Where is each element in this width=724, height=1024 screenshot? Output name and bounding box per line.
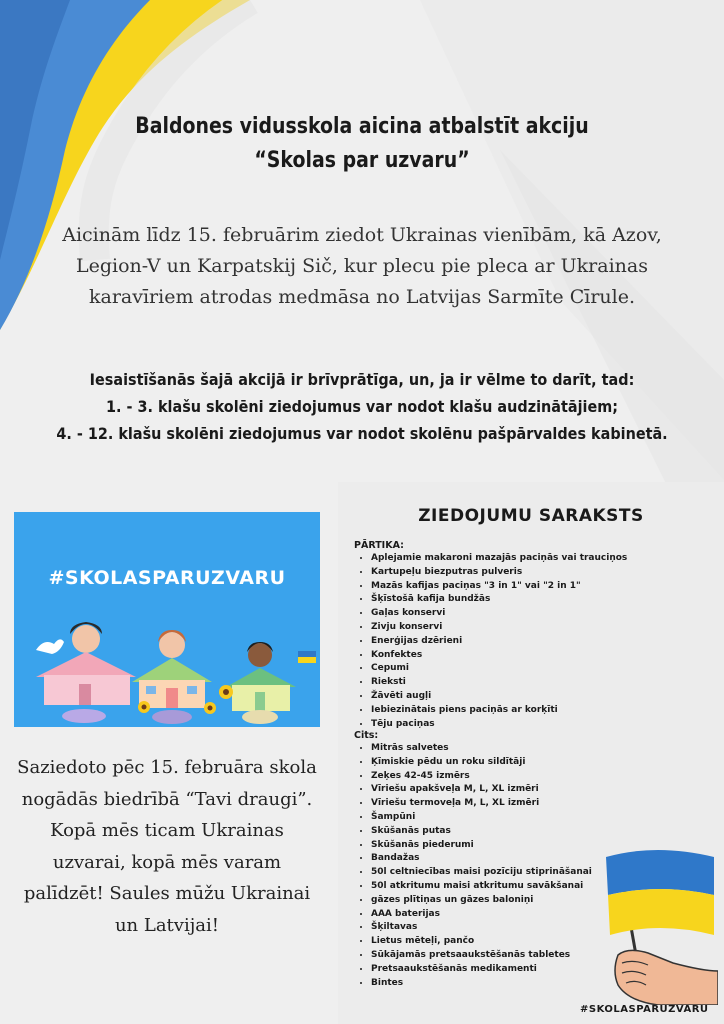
list-item: • Cepumi (371, 662, 627, 676)
list-item: • Šķīstošā kafija bundžās (371, 593, 627, 607)
campaign-banner (14, 512, 320, 727)
list-item: • Sūkājamās pretsaaukstēšanās tabletes (371, 949, 592, 963)
list-item: • Mazās kafijas paciņas "3 in 1" vai "2 in 1" (371, 580, 627, 594)
list-item: • Šampūni (371, 811, 592, 825)
footer-hashtag: #SKOLASPARUZVARU (580, 1004, 709, 1015)
food-items-list (354, 552, 627, 731)
list-item: • Mitrās salvetes (371, 742, 592, 756)
instructions-line-1: Iesaistīšanās šajā akcijā ir brīvprātīga, un, ja ir vēlme to darīt, tad: (89, 370, 635, 389)
list-item: • Skūšanās piederumi (371, 839, 592, 853)
list-item: • Rieksti (371, 676, 627, 690)
list-item: • Vīriešu apakšveļa M, L, XL izmēri (371, 783, 592, 797)
list-item: • Enerģijas dzērieni (371, 635, 627, 649)
intro-paragraph: Aicinām līdz 15. februārim ziedot Ukrainas vienībām, kā Azov, Legion-V un Karpatskij Sič, kur plecu pie pleca ar Ukrainas karavīriem atrodas medmāsa no Latvijas Sarmīte Cīrule. (62, 224, 662, 308)
list-item: • Ķīmiskie pēdu un roku sildītāji (371, 756, 592, 770)
other-items-list (354, 742, 592, 990)
list-item: • 50l atkritumu maisi atkritumu savākšanai (371, 880, 592, 894)
list-item: • Tēju paciņas (371, 718, 627, 732)
donation-list-title: ZIEDOJUMU SARAKSTS (418, 506, 644, 526)
list-item: • Zeķes 42-45 izmērs (371, 770, 592, 784)
food-category-label: PĀRTIKA: (354, 540, 404, 551)
list-item: • Gaļas konservi (371, 607, 627, 621)
ukraine-flag-hand-illustration (598, 845, 718, 1005)
list-item: • Konfektes (371, 649, 627, 663)
list-item: • Kartupeļu biezputras pulveris (371, 566, 627, 580)
title-line-1: Baldones vidusskola aicina atbalstīt akciju (135, 114, 589, 139)
banner-hashtag: #SKOLASPARUZVARU (48, 567, 286, 589)
list-item: • Skūšanās putas (371, 825, 592, 839)
list-item: • Bintes (371, 977, 592, 991)
list-item: • Iebiezinātais piens paciņās ar korķīti (371, 704, 627, 718)
list-item: • Šķiltavas (371, 921, 592, 935)
title-line-2: “Skolas par uzvaru” (254, 148, 470, 173)
instructions (36, 366, 688, 447)
closing-paragraph: Saziedoto pēc 15. februāra skola nogādās biedrībā “Tavi draugi”. Kopā mēs ticam Ukrainas uzvarai, kopā mēs varam palīdzēt! Saules mūžu Ukrainai un Latvijai! (17, 757, 317, 936)
list-item: • Bandažas (371, 852, 592, 866)
list-item: • Pretsaaukstēšanās medikamenti (371, 963, 592, 977)
list-item: • Žāvēti augļi (371, 690, 627, 704)
list-item: • 50l celtniecības maisi pozīciju stiprināšanai (371, 866, 592, 880)
list-item: • Lietus mēteļi, pančo (371, 935, 592, 949)
children-houses-illustration (14, 512, 320, 727)
page-title (51, 110, 674, 178)
instructions-line-2: 1. - 3. klašu skolēni ziedojumus var nodot klašu audzinātājiem; (105, 397, 619, 416)
list-item: • gāzes plītiņas un gāzes baloniņi (371, 894, 592, 908)
instructions-line-3: 4. - 12. klašu skolēni ziedojumus var nodot skolēnu pašpārvaldes kabinetā. (56, 424, 668, 443)
list-item: • AAA baterijas (371, 908, 592, 922)
other-category-label: Cits: (354, 730, 379, 741)
list-item: • Aplejamie makaroni mazajās paciņās vai trauciņos (371, 552, 627, 566)
list-item: • Vīriešu termoveļa M, L, XL izmēri (371, 797, 592, 811)
list-item: • Zivju konservi (371, 621, 627, 635)
